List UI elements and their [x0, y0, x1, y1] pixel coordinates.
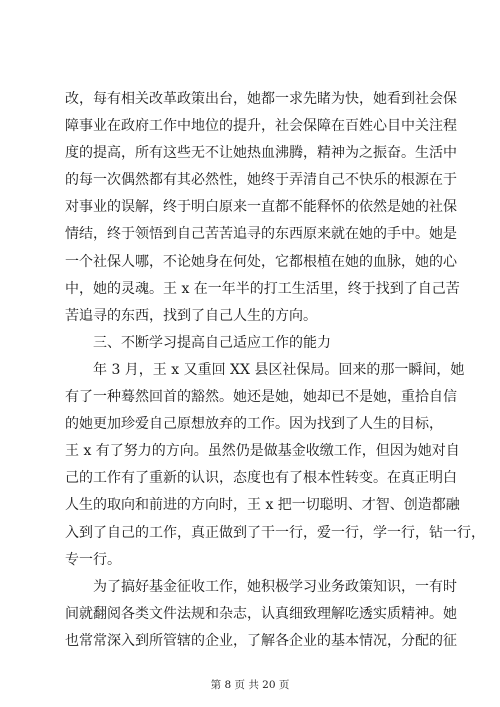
text-line: 苦追寻的东西，找到了自己人生的方向。 — [65, 307, 317, 324]
text-line: 王 x 有了努力的方向。虽然仍是做基金收缴工作，但因为她对自 — [65, 443, 460, 460]
text-line: 对事业的误解，终于明白原来一直都不能释怀的依然是她的社保 — [65, 199, 457, 216]
text-line: 一个社保人哪，不论她身在何处，它都根植在她的血脉，她的心 — [65, 253, 457, 270]
text-line: 度的提高，所有这些无不让她热血沸腾，精神为之振奋。生活中 — [65, 145, 457, 162]
text-line: 中，她的灵魂。王 x 在一年半的打工生活里，终于找到了自己苦 — [65, 280, 460, 297]
text-line: 障事业在政府工作中地位的提升，社会保障在百姓心目中关注程 — [65, 118, 457, 135]
text-line: 人生的取向和前进的方向时，王 x 把一切聪明、才智、创造都融 — [65, 497, 460, 514]
page-footer — [0, 678, 500, 692]
text-line: 的她更加珍爱自己原想放弃的工作。因为找到了人生的目标， — [65, 416, 443, 433]
text-line: 也常常深入到所管辖的企业，了解各企业的基本情况，分配的征 — [65, 632, 457, 649]
text-line: 为了搞好基金征收工作，她积极学习业务政策知识，一有时 — [93, 578, 457, 595]
page-number: 第 8 页 共 20 页 — [210, 679, 290, 691]
text-line: 的每一次偶然都有其必然性，她终于弄清自己不快乐的根源在于 — [65, 172, 457, 189]
text-line: 入到了自己的工作，真正做到了干一行，爱一行，学一行，钻一行， — [65, 524, 485, 541]
text-line: 有了一种蓦然回首的豁然。她还是她，她却已不是她，重拾自信 — [65, 389, 457, 406]
text-line: 间就翻阅各类文件法规和杂志，认真细致理解吃透实质精神。她 — [65, 605, 457, 622]
text-line: 专一行。 — [65, 551, 121, 568]
section-heading: 三、不断学习提高自己适应工作的能力 — [93, 334, 331, 351]
document-body — [65, 86, 485, 655]
text-line: 改，每有相关改革政策出台，她都一求先睹为快，她看到社会保 — [65, 91, 457, 107]
text-line: 年 3 月，王 x 又重回 XX 县区社保局。回来的那一瞬间，她 — [93, 361, 465, 378]
text-line: 情结，终于领悟到自己苦苦追寻的东西原来就在她的手中。她是 — [65, 226, 457, 243]
text-line: 己的工作有了重新的认识，态度也有了根本性转变。在真正明白 — [65, 470, 457, 487]
